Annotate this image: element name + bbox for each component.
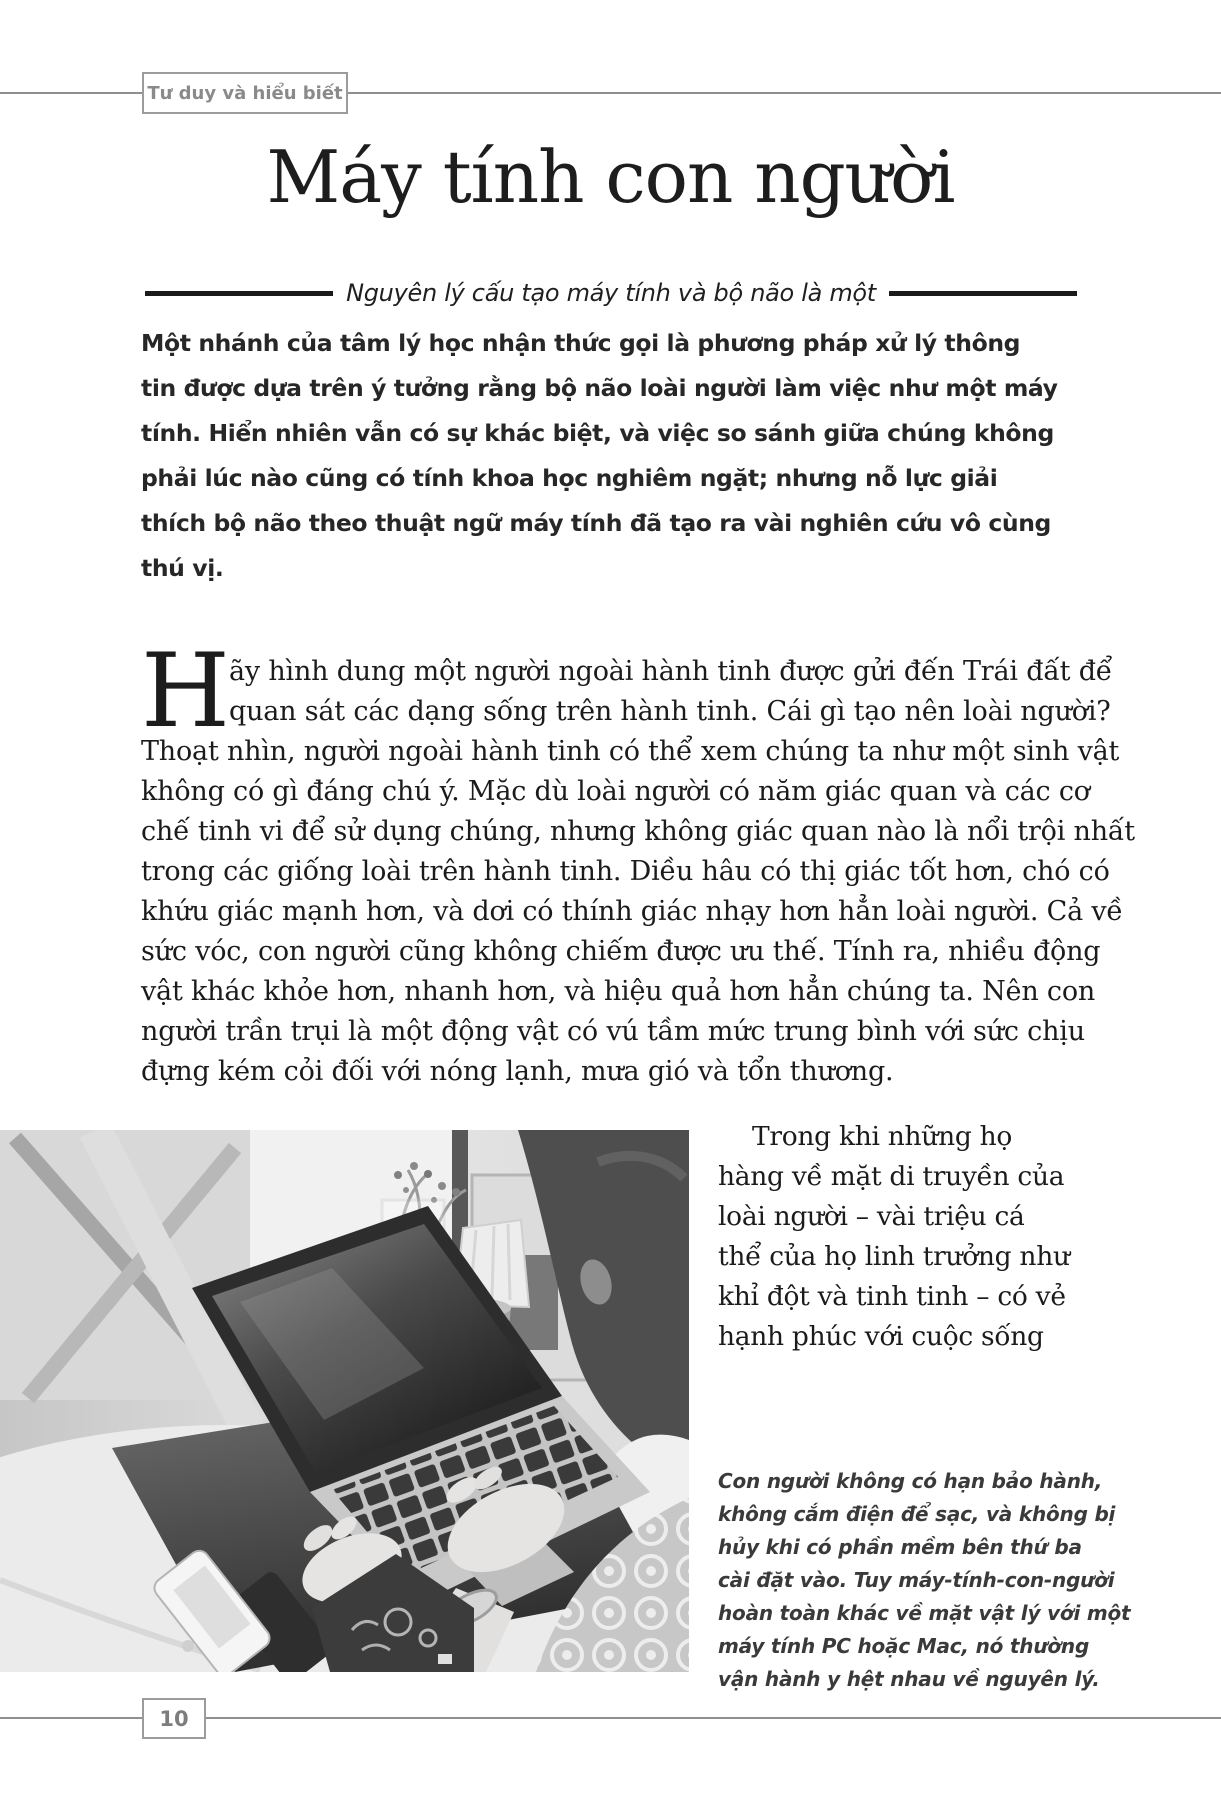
text-line: chế tinh vi để sử dụng chúng, nhưng không giác quan nào là nổi trội nhất — [141, 816, 1135, 847]
text-line: hủy khi có phần mềm bên thứ ba — [718, 1535, 1082, 1559]
body-lines — [141, 632, 1135, 1092]
text-line: vật khác khỏe hơn, nhanh hơn, và hiệu quả hơn hẳn chúng ta. Nên con — [141, 976, 1096, 1007]
text-line: Con người không có hạn bảo hành, — [718, 1469, 1103, 1493]
text-line: hạnh phúc với cuộc sống — [718, 1321, 1044, 1352]
text-line: cài đặt vào. Tuy máy-tính-con-người — [718, 1568, 1115, 1592]
text-line: trong các giống loài trên hành tinh. Diều hâu có thị giác tốt hơn, chó có — [141, 856, 1110, 887]
text-line: máy tính PC hoặc Mac, nó thường — [718, 1634, 1090, 1658]
wrap-column-paragraph — [718, 1117, 1090, 1357]
section-label-box — [142, 72, 348, 114]
subtitle-row — [145, 279, 1077, 307]
text-line: không có gì đáng chú ý. Mặc dù loài người có năm giác quan và các cơ — [141, 776, 1090, 807]
subtitle-rule-right — [889, 291, 1077, 296]
text-line: sức vóc, con người cũng không chiếm được ưu thế. Tính ra, nhiều động — [141, 936, 1101, 967]
text-line: vận hành y hệt nhau về nguyên lý. — [718, 1667, 1100, 1691]
text-line: đựng kém cỏi đối với nóng lạnh, mưa gió và tổn thương. — [141, 1056, 894, 1087]
text-line: hàng về mặt di truyền của — [718, 1161, 1065, 1192]
photo-illustration — [0, 1130, 689, 1672]
text-line: Một nhánh của tâm lý học nhận thức gọi là phương pháp xử lý thông — [141, 329, 1021, 357]
text-line: thích bộ não theo thuật ngữ máy tính đã tạo ra vài nghiên cứu vô cùng — [141, 509, 1051, 537]
article-title: Máy tính con người — [266, 135, 955, 219]
text-line: loài người – vài triệu cá — [718, 1201, 1025, 1232]
text-line: tin được dựa trên ý tưởng rằng bộ não loài người làm việc như một máy — [141, 374, 1058, 402]
text-line: tính. Hiển nhiên vẫn có sự khác biệt, và việc so sánh giữa chúng không — [141, 419, 1054, 447]
text-line: khỉ đột và tinh tinh – có vẻ — [718, 1281, 1066, 1312]
text-line: Thoạt nhìn, người ngoài hành tinh có thể xem chúng ta như một sinh vật — [141, 736, 1120, 767]
page-number-box — [142, 1698, 206, 1739]
text-line: thể của họ linh trưởng như — [718, 1241, 1070, 1272]
photo-laptop-typing — [0, 1130, 689, 1672]
subtitle-rule-left — [145, 291, 333, 296]
text-line: thú vị. — [141, 554, 224, 582]
photo-caption — [718, 1465, 1131, 1696]
text-line: quan sát các dạng sống trên hành tinh. Cái gì tạo nên loài người? — [229, 696, 1111, 727]
text-line: hoàn toàn khác về mặt vật lý với một — [718, 1601, 1131, 1625]
text-line: ãy hình dung một người ngoài hành tinh được gửi đến Trái đất để — [229, 656, 1113, 687]
text-line: phải lúc nào cũng có tính khoa học nghiêm ngặt; nhưng nỗ lực giải — [141, 464, 998, 492]
body-paragraph — [141, 632, 1135, 1092]
dropcap-letter: H — [141, 632, 230, 751]
section-label: Tư duy và hiểu biết — [147, 82, 343, 104]
text-line: Trong khi những họ — [752, 1121, 1013, 1152]
article-subtitle: Nguyên lý cấu tạo máy tính và bộ não là một — [346, 279, 876, 307]
text-line: người trần trụi là một động vật có vú tầm mức trung bình với sức chịu — [141, 1016, 1085, 1047]
intro-paragraph — [141, 321, 1091, 591]
text-line: khứu giác mạnh hơn, và dơi có thính giác nhạy hơn hẳn loài người. Cả về — [141, 896, 1123, 927]
page-number: 10 — [159, 1706, 189, 1731]
text-line: không cắm điện để sạc, và không bị — [718, 1502, 1116, 1526]
